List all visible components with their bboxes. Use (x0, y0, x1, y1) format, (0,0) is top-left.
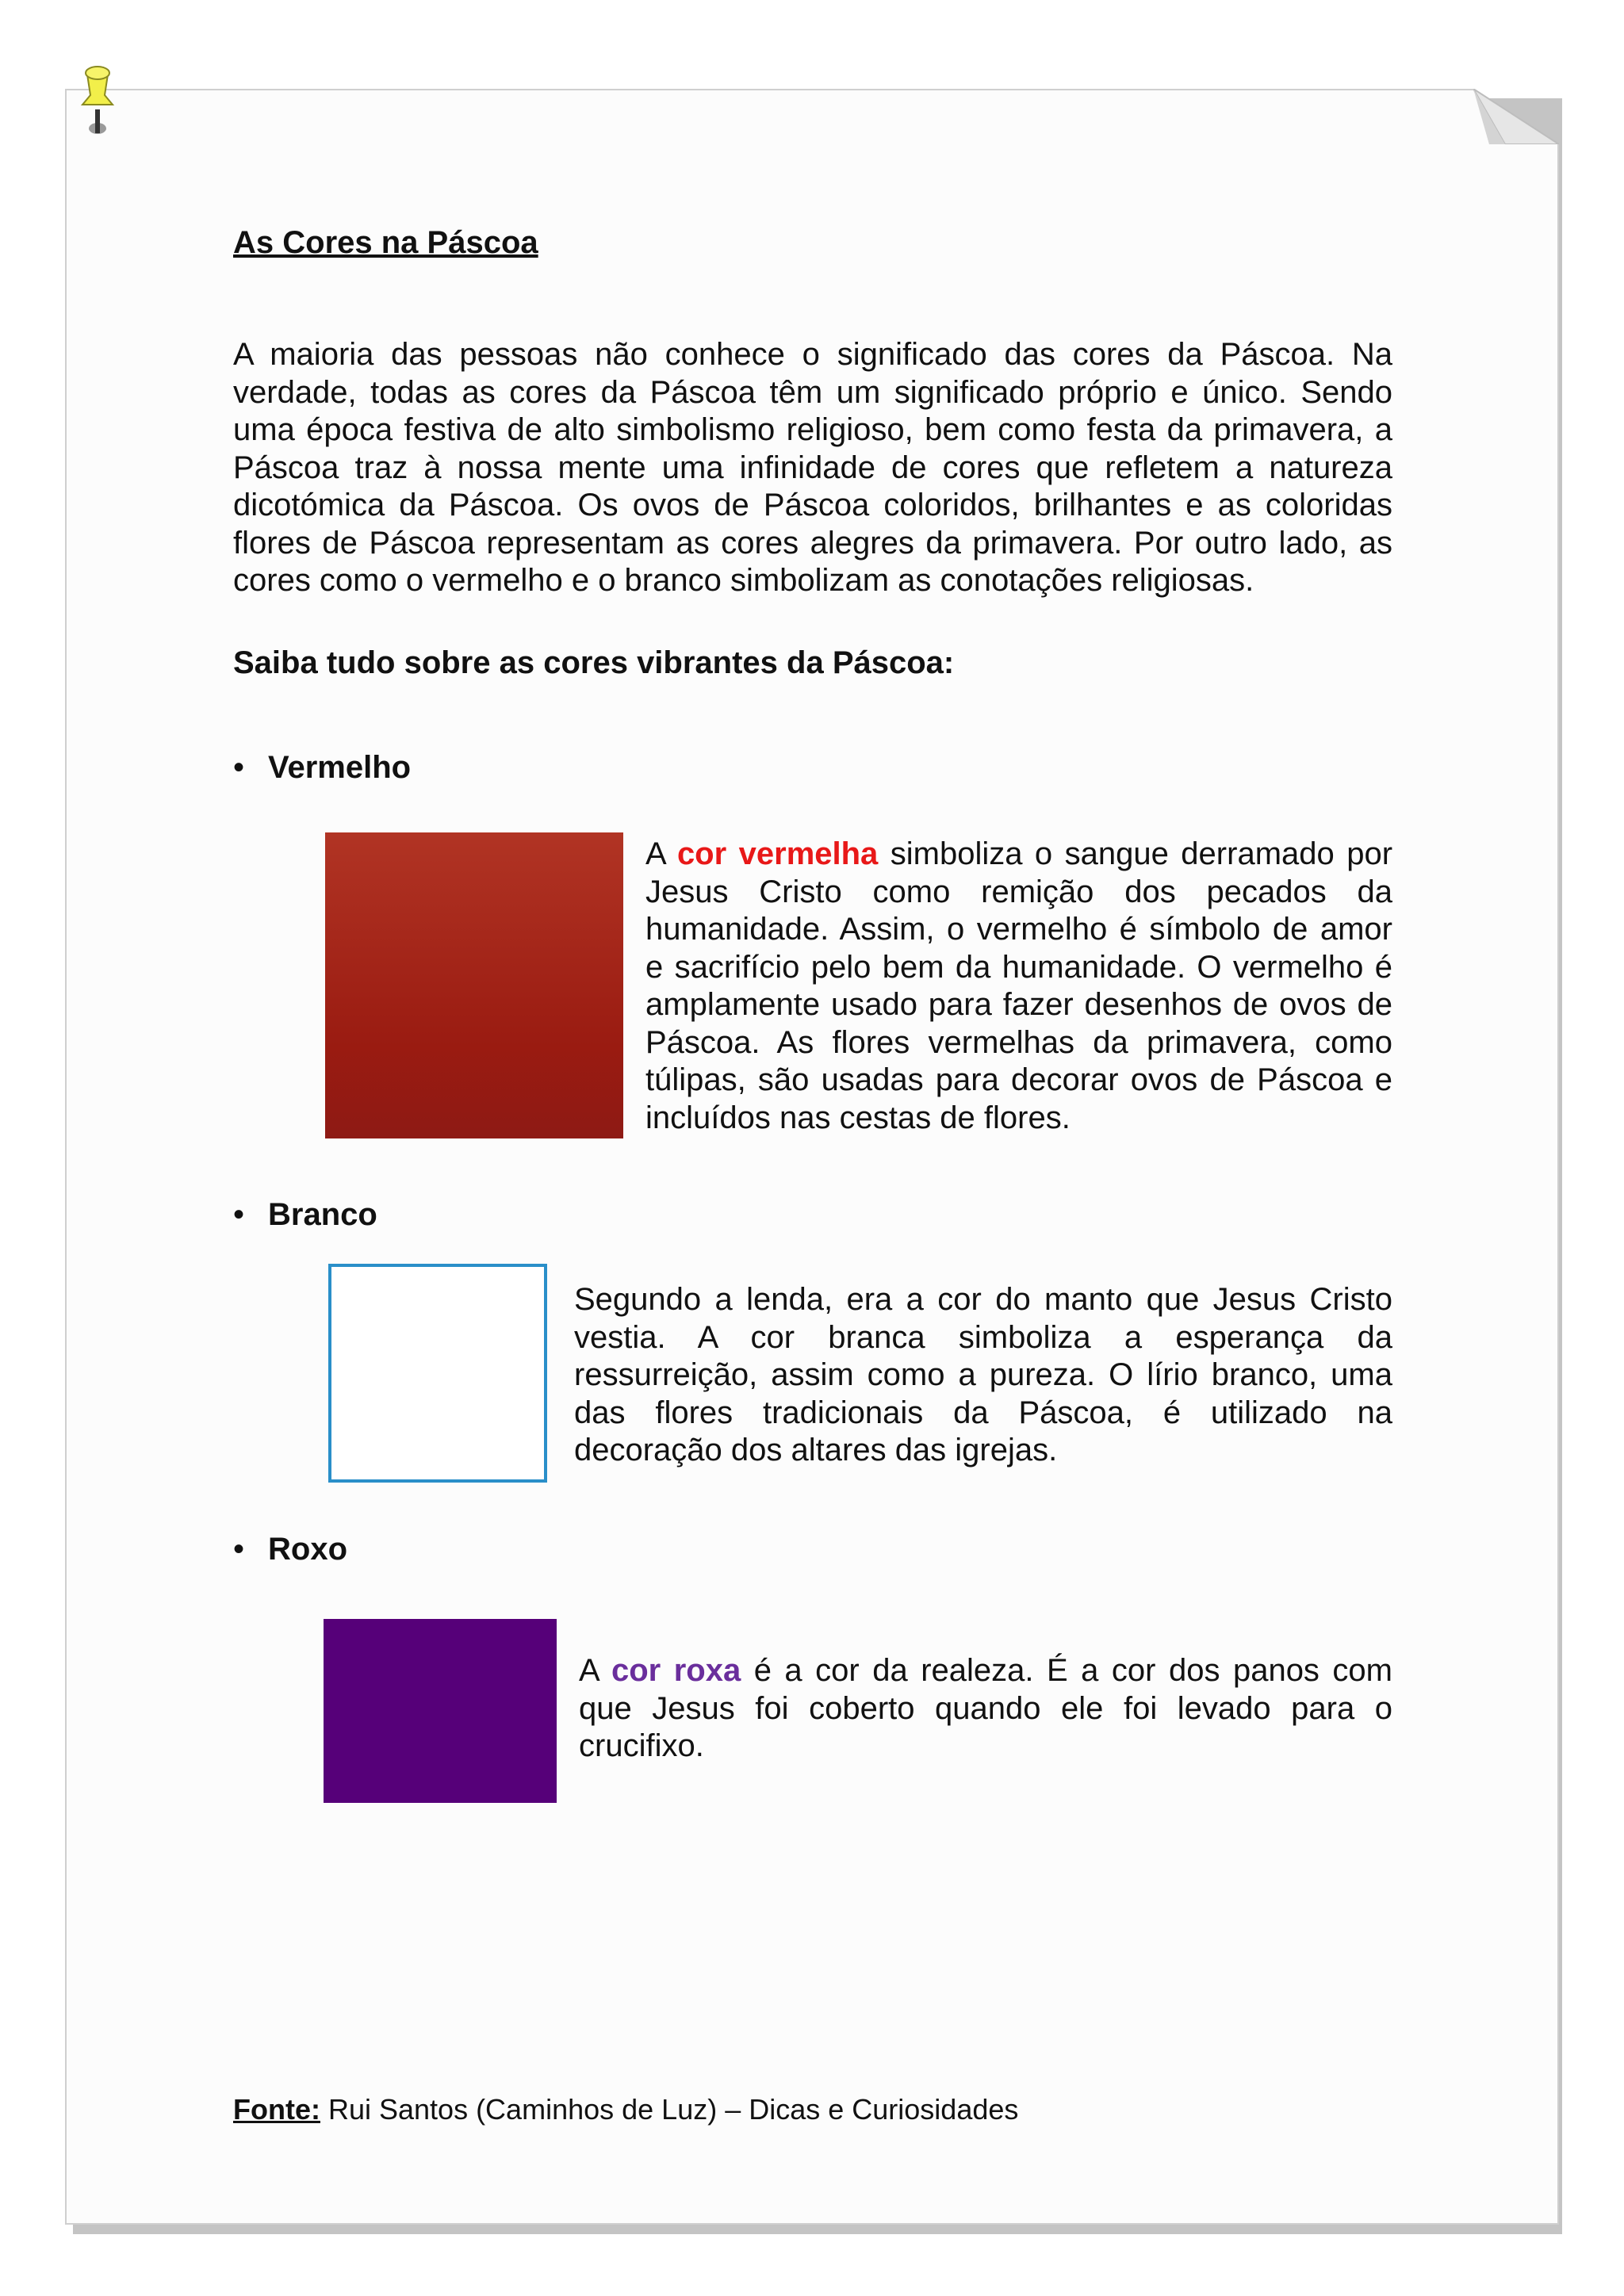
red-highlight: cor vermelha (676, 836, 879, 871)
source-citation (233, 2093, 1018, 2126)
bullet-item-vermelho (233, 750, 412, 786)
bullet-icon: • (233, 750, 245, 785)
color-name: Branco (268, 1197, 377, 1232)
purple-highlight: cor roxa (611, 1653, 741, 1688)
section-subheading: Saiba tudo sobre as cores vibrantes da Páscoa: (233, 645, 955, 680)
red-description: A cor vermelha simboliza o sangue derramado por Jesus Cristo como remição dos pecados da humanidade. Assim, o vermelho é símbolo de amor e sacrifício pelo bem da humanidade. O vermelho é amplamente usado para fazer desenhos de ovos de Páscoa. As flores vermelhas da primavera, como túlipas, são usadas para decorar ovos de Páscoa e incluídos nas cestas de flores. (645, 836, 1393, 1135)
page-title: As Cores na Páscoa (233, 225, 538, 260)
color-name: Vermelho (268, 750, 412, 785)
pushpin-icon (76, 63, 119, 143)
purple-description: A cor roxa é a cor da realeza. É a cor dos panos com que Jesus foi coberto quando ele foi levado para o crucifixo. (579, 1653, 1392, 1763)
white-description: Segundo a lenda, era a cor do manto que Jesus Cristo vestia. A cor branca simboliza a esperança da ressurreição, assim como a pureza. O lírio branco, uma das flores tradicionais da Páscoa, é utilizado na decoração dos altares das igrejas. (574, 1282, 1392, 1468)
color-name: Roxo (268, 1532, 347, 1567)
bullet-icon: • (233, 1197, 245, 1232)
source-text: Rui Santos (Caminhos de Luz) – Dicas e Curiosidades (320, 2093, 1019, 2126)
purple-swatch (324, 1619, 557, 1803)
source-label: Fonte: (233, 2093, 320, 2126)
bullet-item-branco (233, 1197, 377, 1233)
white-swatch (328, 1264, 547, 1483)
bullet-item-roxo (233, 1532, 347, 1567)
page-curl-icon (1473, 89, 1559, 144)
bullet-icon: • (233, 1532, 245, 1567)
red-swatch (325, 832, 623, 1138)
intro-paragraph: A maioria das pessoas não conhece o significado das cores da Páscoa. Na verdade, todas as cores da Páscoa têm um significado próprio e único. Sendo uma época festiva de alto simbolismo religioso, bem como festa da primavera, a Páscoa traz à nossa mente uma infinidade de cores que refletem a natureza dicotómica da Páscoa. Os ovos de Páscoa coloridos, brilhantes e as coloridas flores de Páscoa representam as cores alegres da primavera. Por outro lado, as cores como o vermelho e o branco simbolizam as conotações religiosas. (233, 337, 1392, 598)
